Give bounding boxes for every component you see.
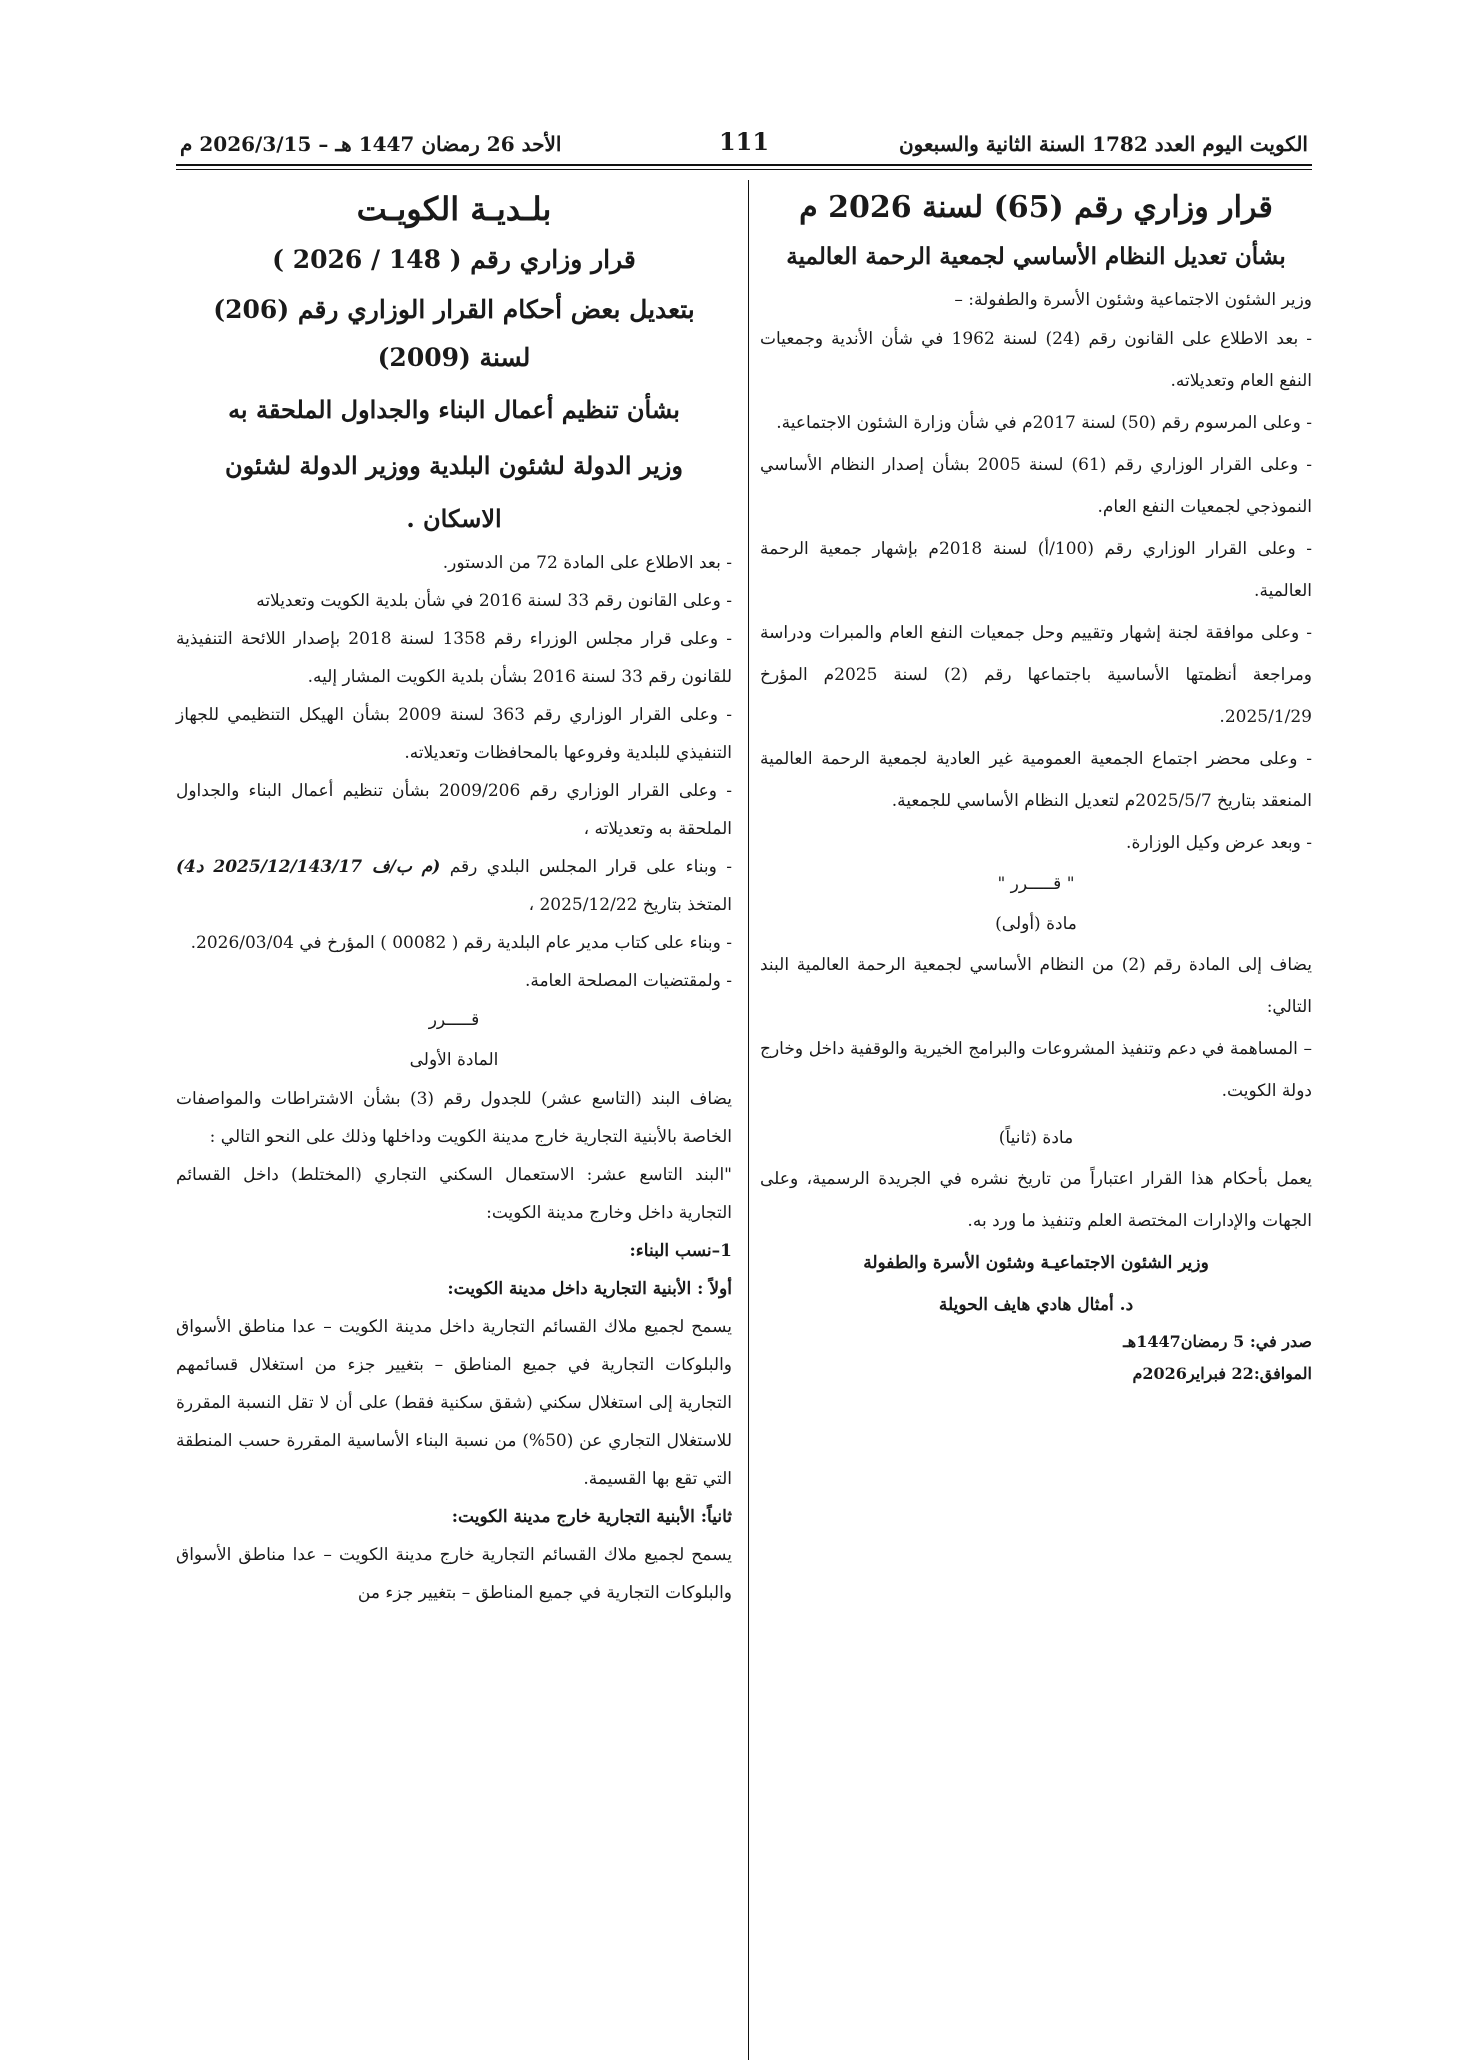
decree-65-article-2-title: مادة (ثانياً) — [998, 1128, 1074, 1148]
decree-65-preamble-5: - وعلى موافقة لجنة إشهار وتقييم وحل جمعيات النفع العام والمبرات ودراسة ومراجعة أنظمتها الأساسية باجتماعها رقم (2) لسنة 2025م المؤرخ 2025/1/29. — [760, 623, 1313, 727]
header-rule-thin — [176, 169, 1312, 170]
decree-65-decree-word: " قـــــرر " — [997, 874, 1075, 894]
decree-65-title: قرار وزاري رقم (65) لسنة 2026 م — [799, 190, 1273, 225]
decree-65-article-1-item: – المساهمة في دعم وتنفيذ المشروعات والبرامج الخيرية والوقفية داخل وخارج دولة الكويت. — [760, 1039, 1312, 1101]
decree-148-authority-2: الاسكان . — [406, 504, 502, 533]
decree-65-preamble-4: - وعلى القرار الوزاري رقم (100/أ) لسنة 2018م بإشهار جمعية الرحمة العالمية. — [760, 539, 1312, 601]
decree-65-article-1-text: يضاف إلى المادة رقم (2) من النظام الأساسي لجمعية الرحمة العالمية البند التالي: — [760, 955, 1312, 1017]
decree-148-subtitle-3: بشأن تنظيم أعمال البناء والجداول الملحقة به — [228, 395, 680, 424]
decree-148-preamble-3: - وعلى قرار مجلس الوزراء رقم 1358 لسنة 2018 بإصدار اللائحة التنفيذية للقانون رقم 33 لسنة 2016 بشأن بلدية الكويت المشار إليه. — [176, 629, 732, 687]
decree-65-corresponding-date: الموافق:22 فبراير2026م — [1132, 1364, 1312, 1383]
decree-148-title: قرار وزاري رقم ( 148 / 2026 ) — [272, 245, 636, 274]
decree-148-decree-word: قـــــرر — [428, 1010, 480, 1030]
decree-65-issued-date: صدر في: 5 رمضان1447هـ — [1123, 1332, 1312, 1351]
header-issue: الكويت اليوم العدد 1782 السنة الثانية والسبعون — [898, 132, 1308, 156]
decree-148-second-text: يسمح لجميع ملاك القسائم التجارية خارج مدينة الكويت – عدا مناطق الأسواق والبلوكات التجارية في جميع المناطق – بتغيير جزء من — [176, 1545, 732, 1603]
header-rule-thick — [176, 164, 1312, 166]
decree-148-preamble-5: - وعلى القرار الوزاري رقم 2009/206 بشأن تنظيم أعمال البناء والجداول الملحقة به وتعديلاته ، — [176, 781, 732, 839]
decree-65-signer-title: وزير الشئون الاجتماعيـة وشئون الأسرة والطفولة — [863, 1253, 1209, 1273]
decree-148-preamble-6: - وبناء على كتاب مدير عام البلدية رقم ( 00082 ) المؤرخ في 2026/03/04. — [190, 933, 732, 953]
council-prefix: - وبناء على قرار المجلس البلدي رقم — [440, 857, 732, 877]
decree-65-preamble-3: - وعلى القرار الوزاري رقم (61) لسنة 2005 بشأن إصدار النظام الأساسي النموذجي لجمعيات النفع العام. — [760, 455, 1312, 517]
decree-148-preamble-1: - بعد الاطلاع على المادة 72 من الدستور. — [442, 553, 732, 573]
decree-148-article-1-title: المادة الأولى — [409, 1050, 499, 1070]
decree-65-preamble-6: - وعلى محضر اجتماع الجمعية العمومية غير العادية لجمعية الرحمة العالمية المنعقد بتاريخ 2025/5/7م لتعديل النظام الأساسي للجمعية. — [760, 749, 1312, 811]
decree-65-signer-name: د. أمثال هادي هايف الحويلة — [938, 1295, 1134, 1315]
decree-65-column — [760, 184, 1312, 2018]
decree-148-second-heading: ثانياً: الأبنية التجارية خارج مدينة الكويت: — [451, 1507, 732, 1527]
column-divider — [748, 180, 749, 2060]
decree-65-article-1-title: مادة (أولى) — [995, 914, 1077, 934]
decree-148-article-1-text: يضاف البند (التاسع عشر) للجدول رقم (3) بشأن الاشتراطات والمواصفات الخاصة بالأبنية التجارية خارج مدينة الكويت وداخلها وذلك على النحو التالي : — [176, 1089, 732, 1147]
decree-148-item-19: "البند التاسع عشر: الاستعمال السكني التجاري (المختلط) داخل القسائم التجارية داخل وخارج مدينة الكويت: — [176, 1165, 732, 1223]
decree-148-section-1: 1–نسب البناء: — [629, 1241, 732, 1261]
decree-65-article-2-text: يعمل بأحكام هذا القرار اعتباراً من تاريخ نشره في الجريدة الرسمية، وعلى الجهات والإدارات المختصة العلم وتنفيذ ما ورد به. — [760, 1169, 1312, 1231]
council-date: المتخذ بتاريخ 2025/12/22 ، — [528, 895, 732, 915]
page-header — [176, 118, 1312, 162]
decree-148-first-text: يسمح لجميع ملاك القسائم التجارية داخل مدينة الكويت – عدا مناطق الأسواق والبلوكات التجارية في جميع المناطق – بتغيير جزء من استغلال قسائمهم التجارية إلى استغلال سكني (شقق سكنية فقط) على أن لا تقل النسبة المقررة للاستغلال التجاري عن (50%) من نسبة البناء الأساسية المقررة حسب المنطقة التي تقع بها القسيمة. — [176, 1317, 732, 1489]
decree-148-column — [176, 184, 732, 2018]
decree-65-preamble-1: - بعد الاطلاع على القانون رقم (24) لسنة 1962 في شأن الأندية وجمعيات النفع العام وتعديلاته. — [760, 329, 1312, 391]
decree-148-authority-1: وزير الدولة لشئون البلدية ووزير الدولة لشئون — [225, 451, 683, 480]
decree-148-preamble-council — [176, 848, 732, 924]
decree-148-preamble-2: - وعلى القانون رقم 33 لسنة 2016 في شأن بلدية الكويت وتعديلاته — [256, 591, 732, 611]
header-date: الأحد 26 رمضان 1447 هـ – 2026/3/15 م — [180, 132, 562, 156]
decree-65-subtitle: بشأن تعديل النظام الأساسي لجمعية الرحمة العالمية — [786, 243, 1286, 270]
decree-148-preamble-4: - وعلى القرار الوزاري رقم 363 لسنة 2009 بشأن الهيكل التنظيمي للجهاز التنفيذي للبلدية وفروعها بالمحافظات وتعديلاته. — [176, 705, 732, 763]
decree-148-preamble-7: - ولمقتضيات المصلحة العامة. — [524, 971, 732, 991]
gazette-page — [176, 118, 1312, 2018]
decree-148-first-heading: أولاً : الأبنية التجارية داخل مدينة الكويت: — [447, 1279, 732, 1299]
decree-148-subtitle-1: بتعديل بعض أحكام القرار الوزاري رقم (206) — [213, 295, 695, 324]
council-decision-number: (م ب/ف 2025/12/143/17 د4) — [176, 857, 441, 877]
municipality-name: بلـديـة الكويـت — [356, 190, 552, 228]
header-page-number: 111 — [718, 127, 770, 156]
decree-65-preamble-2: - وعلى المرسوم رقم (50) لسنة 2017م في شأن وزارة الشئون الاجتماعية. — [776, 413, 1312, 433]
decree-65-authority: وزير الشئون الاجتماعية وشئون الأسرة والطفولة: – — [954, 290, 1312, 310]
decree-65-preamble-7: - وبعد عرض وكيل الوزارة. — [1126, 833, 1312, 853]
decree-148-subtitle-2: لسنة (2009) — [377, 343, 531, 372]
